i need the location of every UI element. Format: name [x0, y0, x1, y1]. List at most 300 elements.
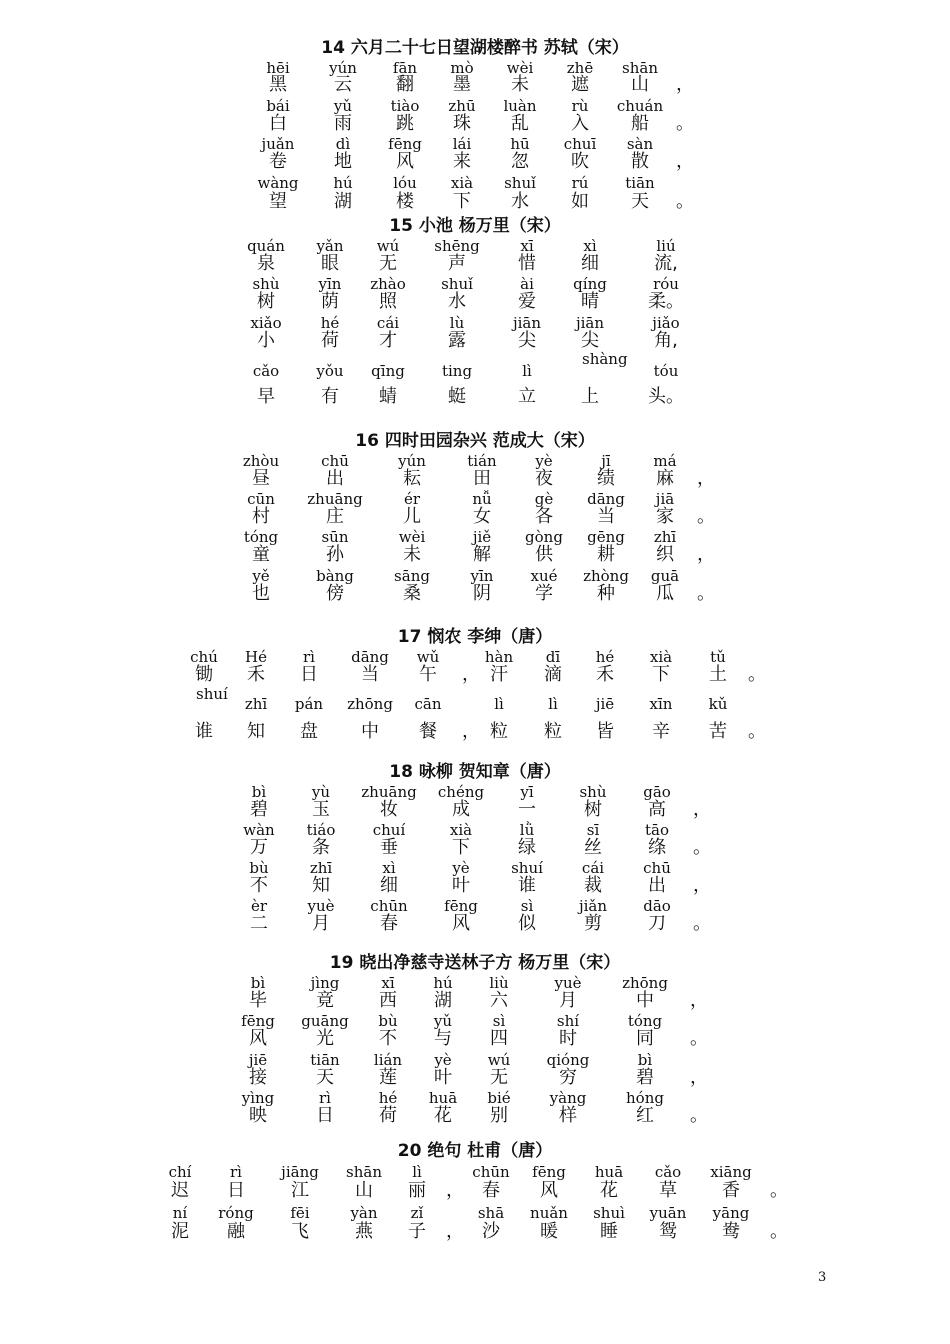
hanzi-char: 绩: [597, 468, 615, 489]
hanzi-line: [0, 254, 950, 274]
hanzi-char: 禾: [596, 664, 614, 685]
pinyin-syllable: xià: [449, 821, 473, 839]
pinyin-line: [0, 685, 950, 714]
hanzi-char: 光: [316, 1028, 334, 1049]
hanzi-char: 一: [518, 799, 536, 820]
hanzi-char: 。: [770, 1221, 788, 1242]
pinyin-syllable: jī: [601, 452, 611, 470]
hanzi-char: 花: [600, 1180, 618, 1201]
hanzi-char: 迟: [171, 1180, 189, 1201]
hanzi-char: 田: [473, 468, 491, 489]
hanzi-char: 夜: [535, 468, 553, 489]
hanzi-char: ，: [693, 875, 711, 896]
hanzi-char: 雨: [334, 113, 352, 134]
hanzi-char: 暖: [540, 1221, 558, 1242]
pinyin-syllable: pán: [294, 695, 324, 713]
hanzi-char: 吹: [571, 151, 589, 172]
pinyin-syllable: tóng: [243, 528, 279, 546]
pinyin-syllable: tiān: [310, 1051, 340, 1069]
pinyin-syllable: tiào: [390, 97, 420, 115]
pinyin-syllable: tián: [467, 452, 497, 470]
pinyin-line: [0, 1162, 950, 1182]
pinyin-syllable: lián: [373, 1051, 403, 1069]
pinyin-syllable: xī: [381, 974, 395, 992]
hanzi-char: 妆: [380, 799, 398, 820]
pinyin-syllable: tóng: [627, 1012, 663, 1030]
hanzi-char: 四: [490, 1028, 508, 1049]
hanzi-char: 眼: [321, 253, 339, 274]
pinyin-syllable: gè: [534, 490, 554, 508]
hanzi-char: ，: [462, 721, 480, 742]
pinyin-syllable: bì: [637, 1051, 653, 1069]
hanzi-char: 云: [334, 74, 352, 95]
pinyin-syllable: sì: [520, 897, 534, 915]
hanzi-char: 。: [693, 837, 711, 858]
hanzi-char: 才: [379, 330, 397, 351]
hanzi-char: 爱: [518, 291, 536, 312]
hanzi-line: [0, 292, 950, 312]
pinyin-syllable: shuì: [593, 1204, 625, 1222]
hanzi-char: 滴: [544, 664, 562, 685]
hanzi-char: 玉: [312, 799, 330, 820]
hanzi-char: 供: [535, 544, 553, 565]
pinyin-syllable: cái: [581, 859, 605, 877]
hanzi-line: [0, 1029, 950, 1049]
hanzi-line: [0, 507, 950, 527]
hanzi-char: 白: [269, 113, 287, 134]
pinyin-syllable: shēng: [434, 237, 480, 255]
pinyin-syllable: lǜ: [519, 821, 535, 839]
hanzi-char: 中: [636, 990, 654, 1011]
hanzi-char: 入: [571, 113, 589, 134]
hanzi-line: [0, 114, 950, 134]
hanzi-char: 当: [361, 664, 379, 685]
pinyin-syllable: guāng: [301, 1012, 349, 1030]
hanzi-line: [0, 665, 950, 685]
pinyin-syllable: cūn: [247, 490, 275, 508]
hanzi-char: 西: [379, 990, 397, 1011]
pinyin-syllable: yāng: [712, 1204, 750, 1222]
pinyin-syllable: liù: [489, 974, 509, 992]
hanzi-char: 泉: [257, 253, 275, 274]
pinyin-syllable: lì: [522, 362, 532, 380]
pinyin-syllable: sì: [492, 1012, 506, 1030]
pinyin-syllable: chū: [321, 452, 349, 470]
pinyin-line: [0, 1088, 950, 1108]
pinyin-syllable: róng: [218, 1204, 254, 1222]
pinyin-syllable: gòng: [525, 528, 563, 546]
pinyin-line: [0, 1050, 950, 1070]
hanzi-char: 剪: [584, 913, 602, 934]
hanzi-char: 尖: [518, 330, 536, 351]
hanzi-char: 树: [584, 799, 602, 820]
pinyin-syllable: xīn: [649, 695, 673, 713]
hanzi-char: 风: [249, 1028, 267, 1049]
hanzi-char: 中: [361, 721, 379, 742]
hanzi-char: ，: [446, 1221, 464, 1242]
pinyin-syllable: lù: [449, 314, 465, 332]
pinyin-syllable: shuǐ: [441, 275, 473, 293]
pinyin-syllable: cǎo: [252, 362, 280, 380]
hanzi-char: 。: [676, 191, 694, 212]
hanzi-char: 湖: [434, 990, 452, 1011]
hanzi-char: 土: [709, 664, 727, 685]
pinyin-syllable: tiān: [625, 174, 655, 192]
hanzi-char: 细: [380, 875, 398, 896]
hanzi-char: 下: [453, 191, 471, 212]
pinyin-line: [0, 782, 950, 802]
pinyin-syllable: chuí: [372, 821, 406, 839]
pinyin-line: [0, 274, 950, 294]
pinyin-syllable: wàng: [257, 174, 299, 192]
poem-title: 15 小池 杨万里（宋）: [389, 216, 561, 236]
pinyin-syllable: sāng: [394, 567, 430, 585]
pinyin-syllable: bù: [249, 859, 269, 877]
poem-title: 18 咏柳 贺知章（唐）: [389, 762, 561, 782]
hanzi-char: 时: [559, 1028, 577, 1049]
pinyin-syllable: bì: [251, 783, 267, 801]
hanzi-char: 山: [631, 74, 649, 95]
hanzi-char: 燕: [355, 1221, 373, 1242]
hanzi-char: 瓜: [656, 583, 674, 604]
poem-title: 19 晓出净慈寺送林子方 杨万里（宋）: [329, 953, 621, 973]
hanzi-char: 黑: [269, 74, 287, 95]
hanzi-char: 禾: [247, 664, 265, 685]
pinyin-syllable: gāo: [643, 783, 671, 801]
pinyin-syllable: wú: [376, 237, 400, 255]
hanzi-char: ，: [690, 1067, 708, 1088]
pinyin-syllable: mò: [450, 59, 474, 77]
hanzi-char: ，: [676, 74, 694, 95]
hanzi-char: 庄: [326, 506, 344, 527]
pinyin-syllable: fān: [392, 59, 418, 77]
pinyin-syllable: wǔ: [416, 648, 440, 666]
pinyin-syllable: shā: [477, 1204, 505, 1222]
pinyin-syllable: fēng: [532, 1163, 566, 1181]
pinyin-syllable: hū: [510, 135, 530, 153]
pinyin-line: [0, 350, 950, 381]
pinyin-syllable: shuǐ: [504, 174, 536, 192]
pinyin-syllable: zhōng: [347, 695, 393, 713]
hanzi-char: 垂: [380, 837, 398, 858]
pinyin-syllable: hé: [320, 314, 340, 332]
pinyin-syllable: yuè: [307, 897, 335, 915]
pinyin-syllable: shān: [346, 1163, 382, 1181]
hanzi-char: 。: [748, 721, 766, 742]
hanzi-char: 子: [408, 1221, 426, 1242]
hanzi-line: [0, 469, 950, 489]
hanzi-char: 蜻: [379, 386, 397, 407]
hanzi-char: 月: [559, 990, 577, 1011]
hanzi-char: 丝: [584, 837, 602, 858]
hanzi-char: 无: [490, 1067, 508, 1088]
hanzi-char: 楼: [396, 191, 414, 212]
pinyin-syllable: jiǎn: [578, 897, 608, 915]
hanzi-char: 红: [636, 1105, 654, 1126]
hanzi-char: 盘: [300, 721, 318, 742]
pinyin-syllable: ài: [520, 275, 534, 293]
pinyin-syllable: zhū: [448, 97, 476, 115]
pinyin-syllable: yàn: [350, 1204, 378, 1222]
pinyin-syllable: xià: [450, 174, 474, 192]
hanzi-char: 晴: [581, 291, 599, 312]
hanzi-char: 散: [631, 151, 649, 172]
pinyin-syllable: hú: [433, 974, 453, 992]
hanzi-char: 小: [257, 330, 275, 351]
hanzi-char: 别: [490, 1105, 508, 1126]
hanzi-char: 绿: [518, 837, 536, 858]
hanzi-char: 也: [252, 583, 270, 604]
pinyin-syllable: wàn: [243, 821, 275, 839]
pinyin-syllable: shàng: [582, 350, 628, 368]
pinyin-syllable: hēi: [266, 59, 290, 77]
hanzi-line: [0, 1068, 950, 1088]
hanzi-char: 竟: [316, 990, 334, 1011]
hanzi-char: 苦: [709, 721, 727, 742]
hanzi-char: 早: [257, 386, 275, 407]
hanzi-char: 未: [403, 544, 421, 565]
pinyin-syllable: yǒu: [316, 362, 344, 380]
hanzi-char: 水: [448, 291, 466, 312]
pinyin-syllable: nǚ: [472, 490, 492, 508]
hanzi-char: 童: [252, 544, 270, 565]
pinyin-syllable: jiē: [595, 695, 615, 713]
pinyin-syllable: cái: [376, 314, 400, 332]
pinyin-syllable: hàn: [484, 648, 514, 666]
pinyin-syllable: tǔ: [710, 648, 726, 666]
hanzi-char: 忽: [511, 151, 529, 172]
pinyin-syllable: dāo: [643, 897, 671, 915]
hanzi-char: ，: [690, 990, 708, 1011]
pinyin-syllable: fēi: [290, 1204, 310, 1222]
pinyin-syllable: wèi: [398, 528, 426, 546]
pinyin-syllable: qióng: [546, 1051, 590, 1069]
hanzi-char: 似: [518, 913, 536, 934]
pinyin-line: [0, 313, 950, 333]
hanzi-char: ，: [693, 799, 711, 820]
hanzi-char: 上: [581, 386, 599, 407]
hanzi-char: 叶: [452, 875, 470, 896]
pinyin-syllable: chūn: [472, 1163, 510, 1181]
hanzi-char: 风: [452, 913, 470, 934]
hanzi-char: 女: [473, 506, 491, 527]
hanzi-char: 树: [257, 291, 275, 312]
pinyin-syllable: guā: [650, 567, 680, 585]
hanzi-char: 孙: [326, 544, 344, 565]
hanzi-char: 春: [482, 1180, 500, 1201]
hanzi-char: 船: [631, 113, 649, 134]
hanzi-line: [0, 914, 950, 934]
pinyin-syllable: wèi: [506, 59, 534, 77]
hanzi-char: 与: [434, 1028, 452, 1049]
hanzi-char: 餐: [419, 721, 437, 742]
hanzi-char: 风: [396, 151, 414, 172]
pinyin-syllable: lì: [494, 695, 504, 713]
poem-title: 14 六月二十七日望湖楼醉书 苏轼（宋）: [321, 38, 629, 58]
hanzi-char: 刀: [648, 913, 666, 934]
pinyin-syllable: yìng: [241, 1089, 275, 1107]
pinyin-line: [0, 1011, 950, 1031]
pinyin-syllable: zhuāng: [307, 490, 363, 508]
hanzi-line: [0, 545, 950, 565]
pinyin-syllable: sī: [586, 821, 600, 839]
hanzi-char: 映: [249, 1105, 267, 1126]
hanzi-char: 叶: [434, 1067, 452, 1088]
hanzi-char: 无: [379, 253, 397, 274]
hanzi-char: 午: [419, 664, 437, 685]
pinyin-syllable: yàng: [549, 1089, 587, 1107]
pinyin-syllable: hú: [333, 174, 353, 192]
pinyin-syllable: yǎn: [316, 237, 344, 255]
hanzi-char: 碧: [250, 799, 268, 820]
hanzi-char: 未: [511, 74, 529, 95]
pinyin-line: [0, 134, 950, 154]
pinyin-syllable: chū: [643, 859, 671, 877]
pinyin-syllable: yè: [452, 859, 470, 877]
pinyin-syllable: zǐ: [410, 1204, 424, 1222]
hanzi-char: 下: [652, 664, 670, 685]
hanzi-char: 村: [252, 506, 270, 527]
pinyin-syllable: zhuāng: [361, 783, 417, 801]
pinyin-syllable: zhōng: [622, 974, 668, 992]
hanzi-char: 遮: [571, 74, 589, 95]
pinyin-syllable: yún: [398, 452, 426, 470]
hanzi-char: 露: [448, 330, 466, 351]
pinyin-syllable: má: [653, 452, 677, 470]
pinyin-syllable: yè: [535, 452, 553, 470]
pinyin-syllable: shù: [579, 783, 607, 801]
hanzi-char: 天: [316, 1067, 334, 1088]
hanzi-char: 条: [312, 837, 330, 858]
pinyin-syllable: bì: [250, 974, 266, 992]
hanzi-char: 荷: [379, 1105, 397, 1126]
hanzi-char: 跳: [396, 113, 414, 134]
pinyin-syllable: zhē: [566, 59, 594, 77]
pinyin-syllable: jìng: [310, 974, 340, 992]
pinyin-syllable: lì: [412, 1163, 422, 1181]
pinyin-syllable: bái: [266, 97, 290, 115]
hanzi-char: 江: [291, 1180, 309, 1201]
hanzi-char: 耘: [403, 468, 421, 489]
pinyin-syllable: nuǎn: [530, 1204, 568, 1222]
pinyin-syllable: shuí: [511, 859, 543, 877]
hanzi-char: 皆: [596, 721, 614, 742]
hanzi-char: 样: [559, 1105, 577, 1126]
pinyin-syllable: róu: [653, 275, 679, 293]
pinyin-syllable: yuè: [554, 974, 582, 992]
hanzi-char: 丽: [408, 1180, 426, 1201]
hanzi-line: [0, 1181, 950, 1201]
hanzi-line: [0, 1222, 950, 1242]
hanzi-char: 。: [690, 1028, 708, 1049]
poem-title: 20 绝句 杜甫（唐）: [397, 1141, 553, 1161]
pinyin-syllable: ting: [441, 362, 473, 380]
hanzi-char: 学: [535, 583, 553, 604]
pinyin-syllable: jiǎo: [652, 314, 680, 332]
hanzi-char: 天: [631, 191, 649, 212]
pinyin-line: [0, 973, 950, 993]
poem-title: 16 四时田园杂兴 范成大（宋）: [355, 431, 595, 451]
pinyin-syllable: shù: [252, 275, 280, 293]
pinyin-syllable: zhòng: [583, 567, 629, 585]
hanzi-char: 望: [269, 191, 287, 212]
hanzi-char: 穷: [559, 1067, 577, 1088]
pinyin-syllable: tāo: [644, 821, 670, 839]
hanzi-char: 荫: [321, 291, 339, 312]
hanzi-char: 粒: [544, 721, 562, 742]
pinyin-syllable: xì: [382, 859, 396, 877]
hanzi-char: 绦: [648, 837, 666, 858]
pinyin-syllable: zhī: [309, 859, 333, 877]
pinyin-syllable: xiāng: [710, 1163, 752, 1181]
hanzi-char: 柔。: [648, 291, 684, 312]
hanzi-char: 下: [452, 837, 470, 858]
pinyin-line: [0, 173, 950, 193]
pinyin-syllable: xī: [520, 237, 534, 255]
pinyin-syllable: dāng: [351, 648, 389, 666]
hanzi-char: 如: [571, 191, 589, 212]
hanzi-char: ，: [446, 1180, 464, 1201]
pinyin-line: [0, 236, 950, 256]
hanzi-char: 儿: [403, 506, 421, 527]
pinyin-syllable: xià: [649, 648, 673, 666]
hanzi-char: 月: [312, 913, 330, 934]
pinyin-syllable: tóu: [653, 362, 679, 380]
pinyin-syllable: zhī: [653, 528, 677, 546]
pinyin-syllable: rù: [571, 97, 589, 115]
pinyin-syllable: ér: [403, 490, 421, 508]
hanzi-char: 织: [656, 544, 674, 565]
pinyin-syllable: zhào: [370, 275, 406, 293]
hanzi-char: 飞: [291, 1221, 309, 1242]
pinyin-syllable: tiáo: [306, 821, 336, 839]
hanzi-char: 日: [316, 1105, 334, 1126]
pinyin-syllable: sàn: [626, 135, 654, 153]
hanzi-char: 出: [326, 468, 344, 489]
pinyin-syllable: quán: [247, 237, 285, 255]
hanzi-char: 照: [379, 291, 397, 312]
pinyin-syllable: jiān: [512, 314, 542, 332]
hanzi-char: 。: [697, 583, 715, 604]
hanzi-char: 草: [659, 1180, 677, 1201]
hanzi-char: 尖: [581, 330, 599, 351]
pinyin-syllable: chūn: [370, 897, 408, 915]
pinyin-syllable: yè: [434, 1051, 452, 1069]
hanzi-char: 香: [722, 1180, 740, 1201]
pinyin-syllable: chuī: [563, 135, 597, 153]
pinyin-syllable: dāng: [587, 490, 625, 508]
pinyin-syllable: cǎo: [654, 1163, 682, 1181]
hanzi-char: 。: [690, 1105, 708, 1126]
hanzi-char: 解: [473, 544, 491, 565]
hanzi-char: 知: [312, 875, 330, 896]
pinyin-line: [0, 96, 950, 116]
hanzi-char: 莲: [379, 1067, 397, 1088]
hanzi-line: [0, 876, 950, 896]
hanzi-char: 同: [636, 1028, 654, 1049]
hanzi-char: 地: [334, 151, 352, 172]
pinyin-syllable: chí: [168, 1163, 192, 1181]
hanzi-char: ，: [697, 544, 715, 565]
pinyin-syllable: rì: [230, 1163, 242, 1181]
hanzi-char: 立: [518, 386, 536, 407]
pinyin-syllable: ní: [172, 1204, 188, 1222]
pinyin-syllable: qíng: [573, 275, 607, 293]
pinyin-syllable: rú: [571, 174, 589, 192]
hanzi-char: ，: [676, 151, 694, 172]
pinyin-syllable: fēng: [444, 897, 478, 915]
hanzi-char: 鸳: [659, 1221, 677, 1242]
